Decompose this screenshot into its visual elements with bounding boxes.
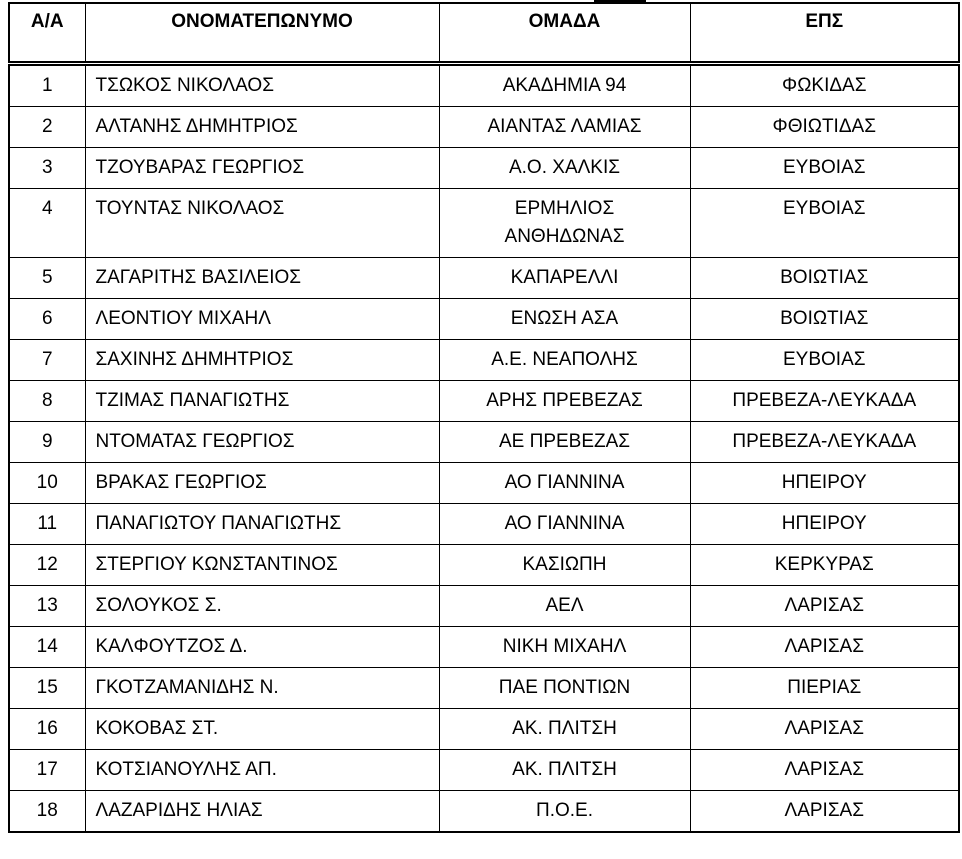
table-row: [9, 421, 959, 462]
player-name-cell: ΣΟΛΟΥΚΟΣ Σ.: [85, 585, 439, 626]
player-name-cell: ΤΟΥΝΤΑΣ ΝΙΚΟΛΑΟΣ: [85, 188, 439, 257]
table-row: [9, 667, 959, 708]
player-name-cell: ΠΑΝΑΓΙΩΤΟΥ ΠΑΝΑΓΙΩΤΗΣ: [85, 503, 439, 544]
row-number-cell: 6: [9, 298, 85, 339]
table-row: [9, 626, 959, 667]
eps-cell: ΠΡΕΒΕΖΑ-ΛΕΥΚΑΔΑ: [690, 421, 959, 462]
team-cell: ΑΕΛ: [439, 585, 690, 626]
team-cell: ΠΑΕ ΠΟΝΤΙΩΝ: [439, 667, 690, 708]
table-row: [9, 708, 959, 749]
row-number-cell: 3: [9, 147, 85, 188]
header-eps: ΕΠΣ: [690, 3, 959, 63]
table-row: [9, 147, 959, 188]
player-name-cell: ΛΕΟΝΤΙΟΥ ΜΙΧΑΗΛ: [85, 298, 439, 339]
player-name-cell: ΝΤΟΜΑΤΑΣ ΓΕΩΡΓΙΟΣ: [85, 421, 439, 462]
player-name-cell: ΒΡΑΚΑΣ ΓΕΩΡΓΙΟΣ: [85, 462, 439, 503]
row-number-cell: 14: [9, 626, 85, 667]
eps-cell: ΛΑΡΙΣΑΣ: [690, 708, 959, 749]
row-number-cell: 17: [9, 749, 85, 790]
table-row: [9, 503, 959, 544]
row-number-cell: 15: [9, 667, 85, 708]
eps-cell: ΚΕΡΚΥΡΑΣ: [690, 544, 959, 585]
table-row: [9, 544, 959, 585]
table-row: [9, 63, 959, 106]
player-name-cell: ΤΖΟΥΒΑΡΑΣ ΓΕΩΡΓΙΟΣ: [85, 147, 439, 188]
table-row: [9, 339, 959, 380]
row-number-cell: 16: [9, 708, 85, 749]
table-row: [9, 462, 959, 503]
row-number-cell: 1: [9, 63, 85, 106]
team-cell: ΕΡΜΗΛΙΟΣ ΑΝΘΗΔΩΝΑΣ: [439, 188, 690, 257]
table-body: [9, 63, 959, 832]
team-cell: ΑΟ ΓΙΑΝΝΙΝΑ: [439, 462, 690, 503]
team-cell: Α.Ο. ΧΑΛΚΙΣ: [439, 147, 690, 188]
team-cell: ΕΝΩΣΗ ΑΣΑ: [439, 298, 690, 339]
table-row: [9, 790, 959, 832]
team-cell: ΑΚΑΔΗΜΙΑ 94: [439, 63, 690, 106]
team-cell: ΑΕ ΠΡΕΒΕΖΑΣ: [439, 421, 690, 462]
player-name-cell: ΚΟΚΟΒΑΣ ΣΤ.: [85, 708, 439, 749]
player-name-cell: ΣΑΧΙΝΗΣ ΔΗΜΗΤΡΙΟΣ: [85, 339, 439, 380]
team-cell: ΑΟ ΓΙΑΝΝΙΝΑ: [439, 503, 690, 544]
header-row: [9, 3, 959, 63]
eps-cell: ΠΙΕΡΙΑΣ: [690, 667, 959, 708]
row-number-cell: 10: [9, 462, 85, 503]
eps-cell: ΛΑΡΙΣΑΣ: [690, 790, 959, 832]
player-name-cell: ΚΟΤΣΙΑΝΟΥΛΗΣ ΑΠ.: [85, 749, 439, 790]
team-cell: ΚΑΣΙΩΠΗ: [439, 544, 690, 585]
eps-cell: ΠΡΕΒΕΖΑ-ΛΕΥΚΑΔΑ: [690, 380, 959, 421]
team-cell: Π.Ο.Ε.: [439, 790, 690, 832]
row-number-cell: 13: [9, 585, 85, 626]
roster-table: [8, 2, 960, 833]
row-number-cell: 5: [9, 257, 85, 298]
table-header: [9, 3, 959, 63]
player-name-cell: ΓΚΟΤΖΑΜΑΝΙΔΗΣ Ν.: [85, 667, 439, 708]
table-row: [9, 257, 959, 298]
player-name-cell: ΚΑΛΦΟΥΤΖΟΣ Δ.: [85, 626, 439, 667]
eps-cell: ΒΟΙΩΤΙΑΣ: [690, 257, 959, 298]
eps-cell: ΕΥΒΟΙΑΣ: [690, 339, 959, 380]
eps-cell: ΒΟΙΩΤΙΑΣ: [690, 298, 959, 339]
team-cell: ΝΙΚΗ ΜΙΧΑΗΛ: [439, 626, 690, 667]
row-number-cell: 18: [9, 790, 85, 832]
player-name-cell: ΖΑΓΑΡΙΤΗΣ ΒΑΣΙΛΕΙΟΣ: [85, 257, 439, 298]
eps-cell: ΗΠΕΙΡΟΥ: [690, 503, 959, 544]
eps-cell: ΛΑΡΙΣΑΣ: [690, 626, 959, 667]
eps-cell: ΛΑΡΙΣΑΣ: [690, 749, 959, 790]
row-number-cell: 2: [9, 106, 85, 147]
table-row: [9, 585, 959, 626]
table-row: [9, 106, 959, 147]
eps-cell: ΕΥΒΟΙΑΣ: [690, 188, 959, 257]
table-row: [9, 188, 959, 257]
header-team: ΟΜΑΔΑ: [439, 3, 690, 63]
eps-cell: ΗΠΕΙΡΟΥ: [690, 462, 959, 503]
player-name-cell: ΤΖΙΜΑΣ ΠΑΝΑΓΙΩΤΗΣ: [85, 380, 439, 421]
team-cell: ΑΚ. ΠΛΙΤΣΗ: [439, 708, 690, 749]
header-name: ΟΝΟΜΑΤΕΠΩΝΥΜΟ: [85, 3, 439, 63]
player-name-cell: ΑΛΤΑΝΗΣ ΔΗΜΗΤΡΙΟΣ: [85, 106, 439, 147]
row-number-cell: 9: [9, 421, 85, 462]
team-cell: ΑΡΗΣ ΠΡΕΒΕΖΑΣ: [439, 380, 690, 421]
player-name-cell: ΛΑΖΑΡΙΔΗΣ ΗΛΙΑΣ: [85, 790, 439, 832]
row-number-cell: 7: [9, 339, 85, 380]
team-cell: ΚΑΠΑΡΕΛΛΙ: [439, 257, 690, 298]
player-name-cell: ΤΣΩΚΟΣ ΝΙΚΟΛΑΟΣ: [85, 63, 439, 106]
row-number-cell: 12: [9, 544, 85, 585]
eps-cell: ΦΩΚΙΔΑΣ: [690, 63, 959, 106]
player-name-cell: ΣΤΕΡΓΙΟΥ ΚΩΝΣΤΑΝΤΙΝΟΣ: [85, 544, 439, 585]
row-number-cell: 8: [9, 380, 85, 421]
table-row: [9, 749, 959, 790]
eps-cell: ΛΑΡΙΣΑΣ: [690, 585, 959, 626]
table-row: [9, 380, 959, 421]
eps-cell: ΕΥΒΟΙΑΣ: [690, 147, 959, 188]
table-row: [9, 298, 959, 339]
team-cell: ΑΙΑΝΤΑΣ ΛΑΜΙΑΣ: [439, 106, 690, 147]
eps-cell: ΦΘΙΩΤΙΔΑΣ: [690, 106, 959, 147]
row-number-cell: 4: [9, 188, 85, 257]
team-cell: ΑΚ. ΠΛΙΤΣΗ: [439, 749, 690, 790]
team-cell: Α.Ε. ΝΕΑΠΟΛΗΣ: [439, 339, 690, 380]
header-aa: Α/Α: [9, 3, 85, 63]
row-number-cell: 11: [9, 503, 85, 544]
